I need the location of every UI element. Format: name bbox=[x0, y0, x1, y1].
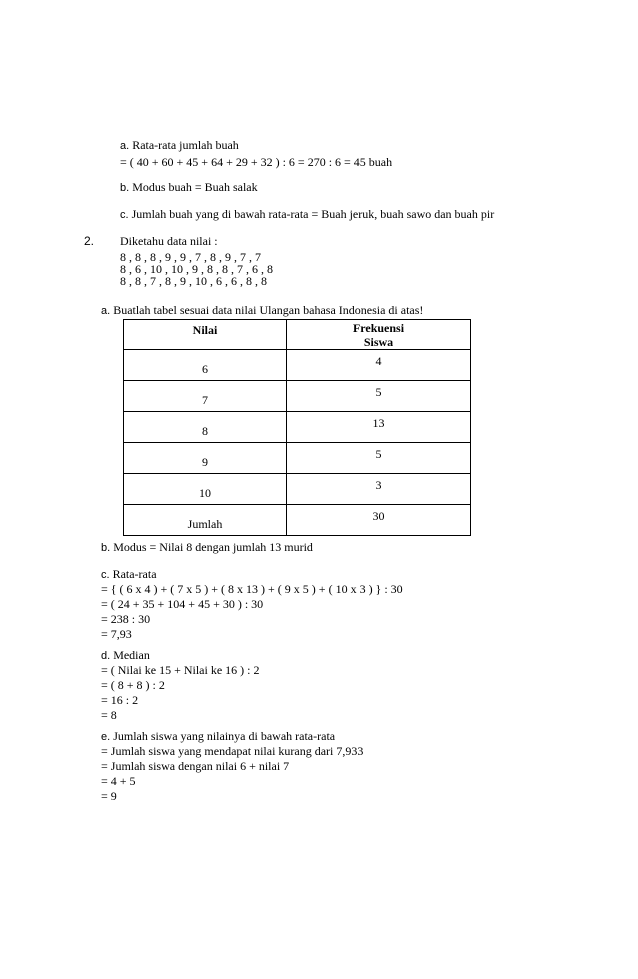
data-line-2: 8 , 6 , 10 , 10 , 9 , 8 , 8 , 7 , 6 , 8 bbox=[120, 262, 273, 276]
q2-item-c-label: c. bbox=[101, 569, 110, 581]
cell-frek-text: 4 bbox=[375, 353, 382, 368]
item-c-text: Jumlah buah yang di bawah rata-rata = Buah jeruk, buah sawo dan buah pir bbox=[131, 207, 495, 221]
q2-item-a-label: a. bbox=[101, 305, 111, 317]
item-a-calc: = ( 40 + 60 + 45 + 64 + 29 + 32 ) : 6 = 270 : 6 = 45 buah bbox=[120, 155, 393, 169]
median-step-4: = 8 bbox=[101, 708, 117, 722]
q2-item-a bbox=[101, 303, 423, 319]
item-b-label: b. bbox=[120, 182, 130, 194]
cell-nilai bbox=[124, 350, 287, 381]
mean-step-4: = 7,93 bbox=[101, 627, 132, 641]
mean-step-2: = ( 24 + 35 + 104 + 45 + 30 ) : 30 bbox=[101, 597, 264, 611]
q2-item-b bbox=[101, 540, 313, 556]
table-row bbox=[124, 350, 471, 381]
mean-step-1: = { ( 6 x 4 ) + ( 7 x 5 ) + ( 8 x 13 ) + ( 9 x 5 ) + ( 10 x 3 ) } : 30 bbox=[101, 582, 403, 596]
item-b-text: Modus buah = Buah salak bbox=[132, 180, 258, 194]
cell-frek-text: 13 bbox=[372, 415, 385, 430]
item-c bbox=[120, 207, 494, 223]
table-row bbox=[124, 381, 471, 412]
question-title: Diketahu data nilai : bbox=[120, 234, 218, 248]
header-nilai-text: Nilai bbox=[192, 323, 218, 337]
cell-frek bbox=[287, 350, 471, 381]
table-total-row bbox=[124, 505, 471, 536]
data-line-3: 8 , 8 , 7 , 8 , 9 , 10 , 6 , 6 , 8 , 8 bbox=[120, 274, 267, 288]
q2-item-b-label: b. bbox=[101, 542, 111, 554]
cell-frek-text: 3 bbox=[375, 477, 382, 492]
cell-frek bbox=[287, 381, 471, 412]
q2-item-d-label: d. bbox=[101, 650, 111, 662]
below-mean-step-4: = 9 bbox=[101, 789, 117, 803]
table-row bbox=[124, 443, 471, 474]
question-number: 2. bbox=[84, 234, 95, 248]
cell-nilai bbox=[124, 381, 287, 412]
cell-total-text: 30 bbox=[372, 508, 385, 523]
q2-item-d-title bbox=[101, 648, 150, 664]
cell-nilai-text: 6 bbox=[202, 362, 208, 376]
header-frekuensi-line1: Frekuensi bbox=[352, 321, 405, 335]
median-step-2: = ( 8 + 8 ) : 2 bbox=[101, 678, 165, 692]
table-header-row bbox=[124, 320, 471, 350]
header-frekuensi-line2: Siswa bbox=[363, 335, 394, 349]
data-line-1: 8 , 8 , 8 , 9 , 9 , 7 , 8 , 9 , 7 , 7 bbox=[120, 250, 261, 264]
cell-nilai-text: 8 bbox=[202, 424, 208, 438]
item-a-title bbox=[120, 138, 239, 154]
cell-total bbox=[287, 505, 471, 536]
cell-frek-text: 5 bbox=[375, 384, 382, 399]
header-nilai bbox=[124, 320, 287, 350]
cell-nilai bbox=[124, 474, 287, 505]
below-mean-step-2: = Jumlah siswa dengan nilai 6 + nilai 7 bbox=[101, 759, 290, 773]
cell-frek-text: 5 bbox=[375, 446, 382, 461]
cell-nilai-text: 9 bbox=[202, 455, 208, 469]
q2-item-c-title-text: Rata-rata bbox=[112, 567, 157, 581]
q2-item-e-title-text: Jumlah siswa yang nilainya di bawah rata-rata bbox=[113, 729, 336, 743]
cell-nilai-text: 7 bbox=[202, 393, 208, 407]
below-mean-step-1: = Jumlah siswa yang mendapat nilai kurang dari 7,933 bbox=[101, 744, 364, 758]
median-step-3: = 16 : 2 bbox=[101, 693, 139, 707]
item-b bbox=[120, 180, 258, 196]
q2-item-b-text: Modus = Nilai 8 dengan jumlah 13 murid bbox=[113, 540, 313, 554]
cell-jumlah bbox=[124, 505, 287, 536]
q2-item-e-label: e. bbox=[101, 731, 111, 743]
table-row bbox=[124, 412, 471, 443]
cell-nilai bbox=[124, 412, 287, 443]
q2-item-d-title-text: Median bbox=[113, 648, 150, 662]
item-a-label: a. bbox=[120, 140, 130, 152]
mean-step-3: = 238 : 30 bbox=[101, 612, 151, 626]
header-frekuensi bbox=[287, 320, 471, 350]
frequency-table bbox=[123, 319, 471, 536]
cell-frek bbox=[287, 412, 471, 443]
item-c-label: c. bbox=[120, 209, 129, 221]
cell-nilai-text: 10 bbox=[199, 486, 211, 500]
cell-frek bbox=[287, 443, 471, 474]
item-a-title-text: Rata-rata jumlah buah bbox=[132, 138, 239, 152]
cell-frek bbox=[287, 474, 471, 505]
below-mean-step-3: = 4 + 5 bbox=[101, 774, 136, 788]
cell-jumlah-text: Jumlah bbox=[187, 517, 223, 531]
cell-nilai bbox=[124, 443, 287, 474]
median-step-1: = ( Nilai ke 15 + Nilai ke 16 ) : 2 bbox=[101, 663, 260, 677]
q2-item-a-text: Buatlah tabel sesuai data nilai Ulangan bahasa Indonesia di atas! bbox=[113, 303, 424, 317]
table-row bbox=[124, 474, 471, 505]
q2-item-e-title bbox=[101, 729, 335, 745]
q2-item-c-title bbox=[101, 567, 157, 583]
